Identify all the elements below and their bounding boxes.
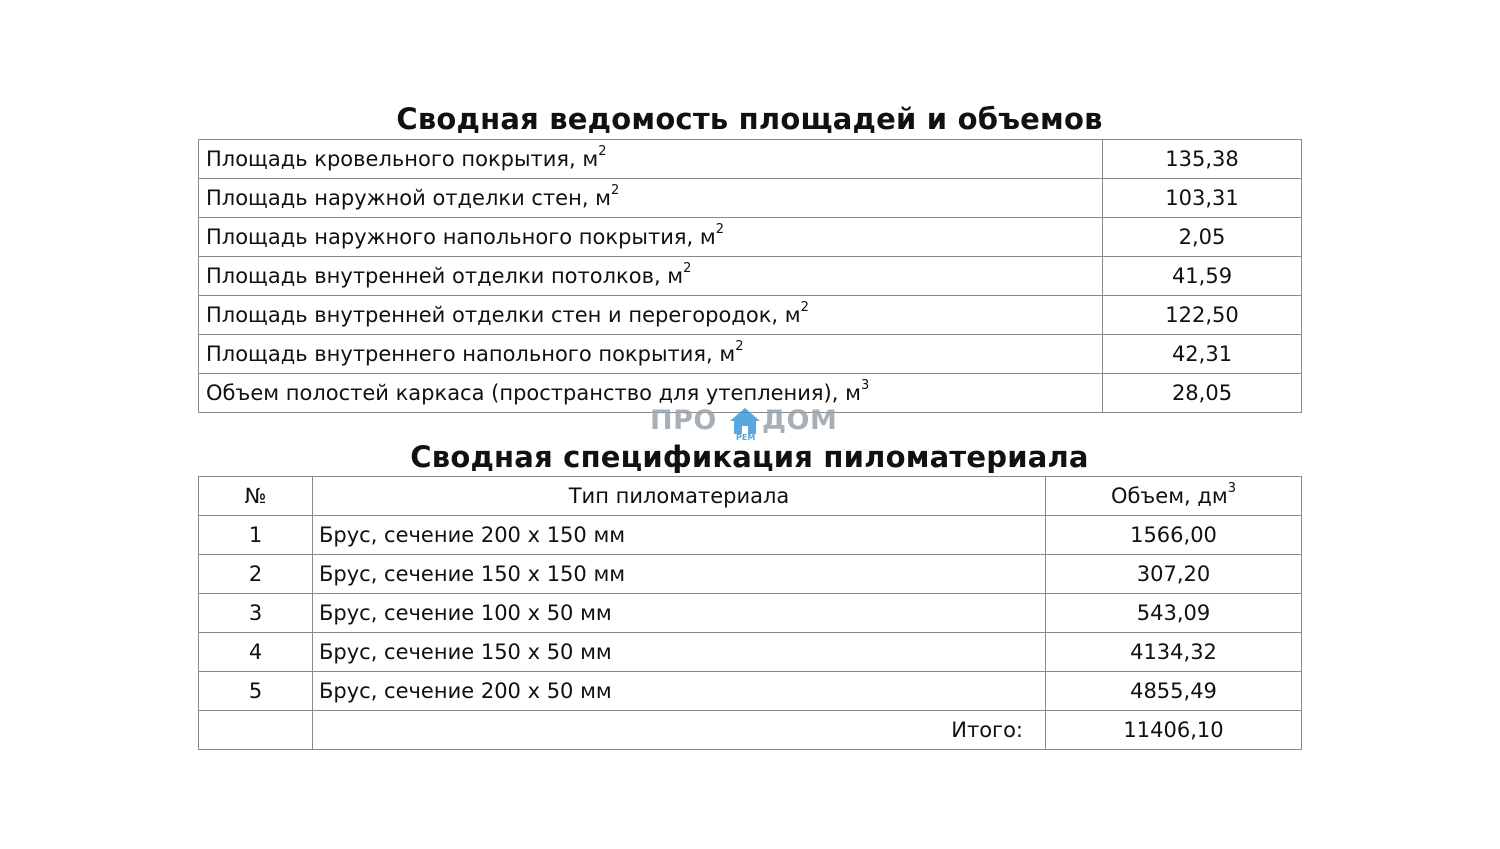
total-label: Итого: (313, 711, 1046, 750)
areas-row (199, 257, 1302, 296)
areas-value: 41,59 (1103, 257, 1302, 296)
areas-value: 135,38 (1103, 140, 1302, 179)
watermark-sub-text: РЕМ (736, 433, 756, 442)
lumber-row (199, 594, 1302, 633)
areas-label-cell (199, 296, 1103, 335)
areas-row (199, 296, 1302, 335)
areas-label-cell (199, 179, 1103, 218)
areas-title: Сводная ведомость площадей и объемов (396, 102, 1103, 136)
lumber-row (199, 633, 1302, 672)
lumber-row (199, 672, 1302, 711)
lumber-row (199, 555, 1302, 594)
watermark-right-text: ДОМ (762, 405, 838, 436)
header-volume-label: Объем, дм (1110, 484, 1228, 508)
areas-value: 103,31 (1103, 179, 1302, 218)
lumber-type: Брус, сечение 150 х 50 мм (313, 633, 1046, 672)
areas-label-cell (199, 218, 1103, 257)
lumber-row (199, 516, 1302, 555)
house-icon (728, 406, 762, 436)
areas-value: 42,31 (1103, 335, 1302, 374)
watermark-logo (650, 405, 850, 443)
lumber-num: 2 (199, 555, 313, 594)
lumber-type: Брус, сечение 200 х 50 мм (313, 672, 1046, 711)
lumber-type: Брус, сечение 100 х 50 мм (313, 594, 1046, 633)
areas-label: Объем полостей каркаса (пространство для утепления), м (206, 381, 861, 405)
areas-value: 2,05 (1103, 218, 1302, 257)
areas-row (199, 140, 1302, 179)
areas-unit-power: 2 (715, 222, 724, 237)
areas-label: Площадь внутренней отделки стен и перегородок, м (206, 303, 801, 327)
areas-label-cell (199, 140, 1103, 179)
areas-unit-power: 2 (735, 339, 744, 354)
lumber-type: Брус, сечение 200 х 150 мм (313, 516, 1046, 555)
header-num: № (199, 477, 313, 516)
lumber-volume: 4855,49 (1046, 672, 1302, 711)
areas-unit-power: 2 (611, 183, 620, 198)
areas-value: 122,50 (1103, 296, 1302, 335)
lumber-type: Брус, сечение 150 х 150 мм (313, 555, 1046, 594)
watermark-left-text: ПРО (650, 405, 717, 436)
header-type: Тип пиломатериала (313, 477, 1046, 516)
lumber-volume: 1566,00 (1046, 516, 1302, 555)
total-row (199, 711, 1302, 750)
areas-row (199, 218, 1302, 257)
lumber-table (198, 476, 1302, 750)
header-volume (1046, 477, 1302, 516)
lumber-num: 1 (199, 516, 313, 555)
lumber-volume: 4134,32 (1046, 633, 1302, 672)
lumber-header-row (199, 477, 1302, 516)
areas-table (198, 139, 1302, 413)
areas-value: 28,05 (1103, 374, 1302, 413)
areas-label: Площадь наружной отделки стен, м (206, 186, 612, 210)
header-volume-power: 3 (1227, 481, 1237, 496)
areas-row (199, 179, 1302, 218)
areas-label: Площадь наружного напольного покрытия, м (206, 225, 716, 249)
areas-unit-power: 2 (800, 300, 809, 315)
areas-row (199, 335, 1302, 374)
areas-label: Площадь внутреннего напольного покрытия, м (206, 342, 736, 366)
lumber-title: Сводная спецификация пиломатериала (410, 440, 1089, 474)
total-value: 11406,10 (1046, 711, 1302, 750)
areas-unit-power: 3 (860, 378, 870, 393)
lumber-volume: 307,20 (1046, 555, 1302, 594)
total-num-cell (199, 711, 313, 750)
areas-label-cell (199, 335, 1103, 374)
areas-label: Площадь кровельного покрытия, м (206, 147, 599, 171)
lumber-num: 5 (199, 672, 313, 711)
areas-label-cell (199, 257, 1103, 296)
areas-unit-power: 2 (683, 261, 692, 276)
areas-label: Площадь внутренней отделки потолков, м (206, 264, 684, 288)
lumber-num: 3 (199, 594, 313, 633)
lumber-num: 4 (199, 633, 313, 672)
lumber-volume: 543,09 (1046, 594, 1302, 633)
areas-unit-power: 2 (598, 144, 607, 159)
